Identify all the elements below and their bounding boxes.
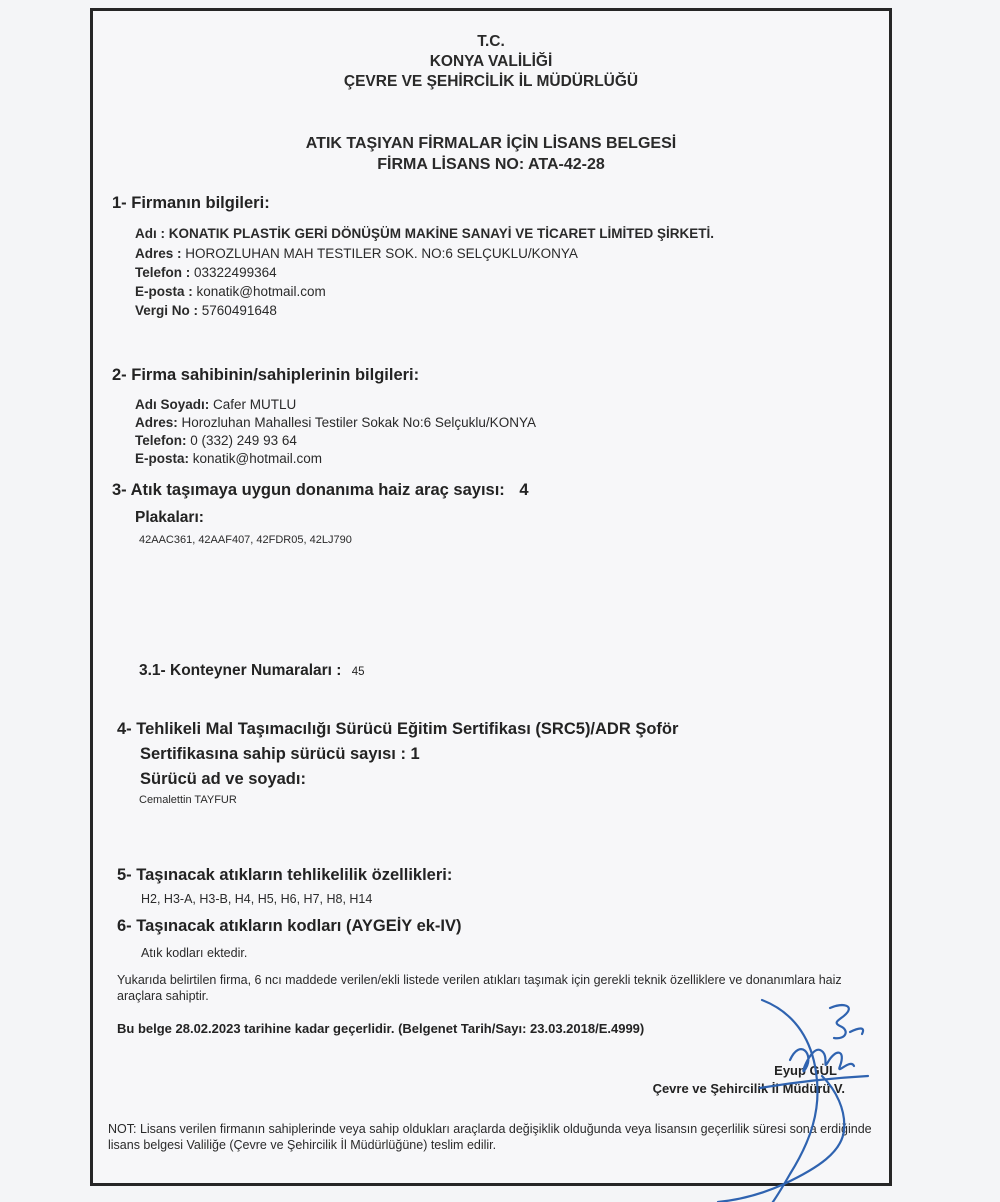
owner-email-row	[135, 451, 322, 466]
company-email-row	[135, 284, 326, 299]
container-value: 45	[351, 666, 365, 678]
container-row	[139, 662, 365, 680]
vehicle-count: 4	[519, 481, 529, 499]
company-phone-value: 03322499364	[194, 265, 277, 280]
company-address-value: HOROZLUHAN MAH TESTILER SOK. NO:6 SELÇUKLU/KONYA	[185, 246, 578, 261]
section4-heading-line2: Sertifikasına sahip sürücü sayısı : 1	[140, 745, 420, 763]
owner-email-value: konatik@hotmail.com	[192, 451, 323, 466]
company-name-value: KONATIK PLASTİK GERİ DÖNÜŞÜM MAKİNE SANAYİ VE TİCARET LİMİTED ŞİRKETİ.	[168, 226, 715, 241]
company-tax-value: 5760491648	[201, 303, 277, 318]
company-phone-row	[135, 265, 277, 280]
company-name-row	[135, 226, 714, 241]
driver-value: Cemalettin TAYFUR	[139, 794, 237, 806]
owner-name-label: Adı Soyadı:	[135, 397, 210, 412]
owner-email-label: E-posta:	[135, 451, 189, 466]
owner-address-value: Horozluhan Mahallesi Testiler Sokak No:6 Selçuklu/KONYA	[181, 415, 536, 430]
driver-label: Sürücü ad ve soyadı:	[140, 770, 306, 788]
section5-heading: 5- Taşınacak atıkların tehlikelilik özellikleri:	[117, 866, 453, 884]
owner-address-label: Adres:	[135, 415, 178, 430]
signatory-title: Çevre ve Şehircilik İl Müdürü V.	[652, 1081, 845, 1096]
company-phone-label: Telefon :	[135, 265, 191, 280]
owner-phone-row	[135, 433, 297, 448]
company-tax-row	[135, 303, 277, 318]
plates-label: Plakaları:	[135, 509, 204, 526]
company-email-value: konatik@hotmail.com	[196, 284, 326, 299]
section6-heading: 6- Taşınacak atıkların kodları (AYGEİY ek-IV)	[117, 917, 462, 935]
document-title: ATIK TAŞIYAN FİRMALAR İÇİN LİSANS BELGESİ	[305, 135, 677, 152]
section4-heading-line1: 4- Tehlikeli Mal Taşımacılığı Sürücü Eğitim Sertifikası (SRC5)/ADR Şoför	[117, 720, 679, 738]
footnote: NOT: Lisans verilen firmanın sahiplerinde veya sahip oldukları araçlarda değişiklik olduğunda veya lisansın geçerlilik süresi sona erdiğinde lisans belgesi Valiliğe (Çevre ve Şehircilik İl Müdürlüğüne) teslim edilir.	[108, 1122, 872, 1152]
owner-phone-label: Telefon:	[135, 433, 187, 448]
company-address-row	[135, 246, 578, 261]
owner-name-value: Cafer MUTLU	[213, 397, 297, 412]
section3-heading-row	[112, 481, 529, 500]
license-number: FİRMA LİSANS NO: ATA-42-28	[377, 156, 605, 173]
header-tc: T.C.	[477, 33, 505, 50]
header-governorship: KONYA VALİLİĞİ	[429, 53, 553, 70]
signatory-name: Eyup GÜL	[774, 1063, 837, 1078]
company-email-label: E-posta :	[135, 284, 193, 299]
plates-value: 42AAC361, 42AAF407, 42FDR05, 42LJ790	[139, 534, 352, 546]
owner-phone-value: 0 (332) 249 93 64	[190, 433, 297, 448]
section2-heading: 2- Firma sahibinin/sahiplerinin bilgileri:	[112, 366, 420, 384]
company-name-label: Adı :	[135, 226, 165, 241]
company-tax-label: Vergi No :	[135, 303, 199, 318]
section3-heading: 3- Atık taşımaya uygun donanıma haiz araç sayısı:	[112, 481, 505, 499]
handwritten-signature	[600, 992, 880, 1202]
header-directorate: ÇEVRE VE ŞEHİRCİLİK İL MÜDÜRLÜĞÜ	[343, 73, 639, 90]
compliance-statement: Yukarıda belirtilen firma, 6 ncı maddede verilen/ekli listede verilen atıkları taşımak için gerekli teknik özelliklere ve donanımlara haiz araçlara sahiptir.	[117, 973, 842, 1003]
waste-codes-note: Atık kodları ektedir.	[141, 946, 248, 960]
container-heading: 3.1- Konteyner Numaraları :	[139, 662, 342, 679]
owner-address-row	[135, 415, 536, 430]
section1-heading: 1- Firmanın bilgileri:	[112, 194, 270, 212]
validity-statement: Bu belge 28.02.2023 tarihine kadar geçerlidir. (Belgenet Tarih/Sayı: 23.03.2018/E.4999)	[117, 1021, 645, 1036]
hazard-properties: H2, H3-A, H3-B, H4, H5, H6, H7, H8, H14	[141, 892, 373, 906]
owner-name-row	[135, 397, 296, 412]
company-address-label: Adres :	[135, 246, 182, 261]
